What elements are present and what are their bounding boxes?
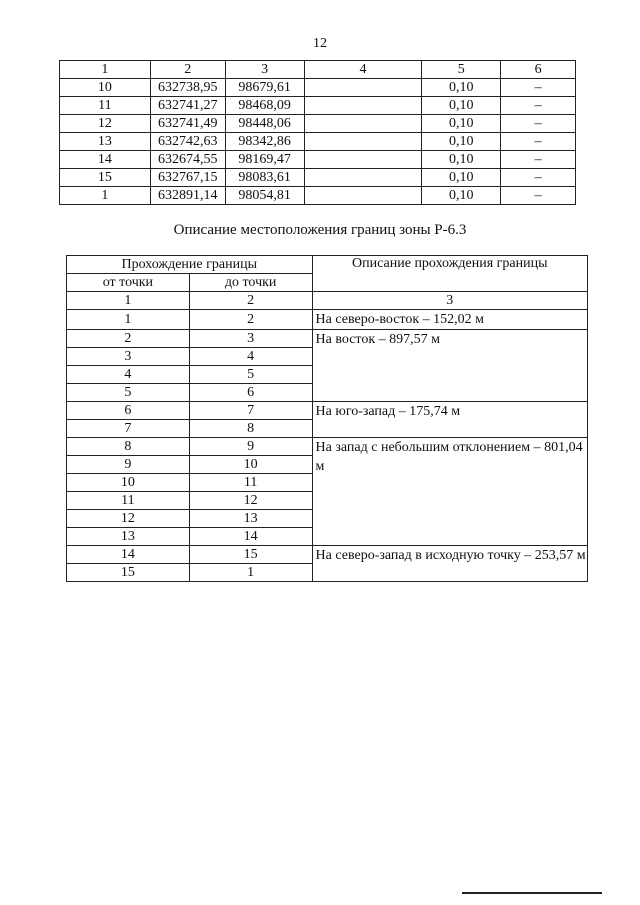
accuracy: 0,10 (422, 133, 501, 151)
from-point: 7 (67, 420, 190, 438)
coordinate-y: 98169,47 (225, 151, 304, 169)
table-row (60, 151, 576, 169)
point-number: 12 (60, 115, 151, 133)
table-row (60, 187, 576, 205)
dash-cell: – (501, 169, 576, 187)
section-title: Описание местоположения границ зоны Р-6.3 (173, 222, 467, 238)
to-point: 10 (189, 456, 312, 474)
from-point: 5 (67, 384, 190, 402)
accuracy: 0,10 (422, 151, 501, 169)
boundary-description: На северо-запад в исходную точку – 253,57 м (312, 546, 587, 582)
column-header: 3 (225, 61, 304, 79)
coordinate-x: 632891,14 (150, 187, 225, 205)
point-number: 11 (60, 97, 151, 115)
dash-cell: – (501, 151, 576, 169)
to-point: 9 (189, 438, 312, 456)
accuracy: 0,10 (422, 97, 501, 115)
from-point: 9 (67, 456, 190, 474)
coordinate-x: 632767,15 (150, 169, 225, 187)
empty-cell (304, 151, 422, 169)
table-row (60, 169, 576, 187)
to-point: 4 (189, 348, 312, 366)
from-point: 10 (67, 474, 190, 492)
empty-cell (304, 169, 422, 187)
point-number: 1 (60, 187, 151, 205)
to-point: 5 (189, 366, 312, 384)
to-point: 3 (189, 330, 312, 348)
point-number: 10 (60, 79, 151, 97)
to-point: 15 (189, 546, 312, 564)
from-point: 2 (67, 330, 190, 348)
point-number: 14 (60, 151, 151, 169)
header-from-point: от точки (67, 274, 190, 292)
table-row (67, 402, 588, 420)
column-header: 2 (150, 61, 225, 79)
header-to-point: до точки (189, 274, 312, 292)
coordinate-x: 632738,95 (150, 79, 225, 97)
to-point: 12 (189, 492, 312, 510)
empty-cell (304, 97, 422, 115)
point-number: 15 (60, 169, 151, 187)
dash-cell: – (501, 115, 576, 133)
to-point: 6 (189, 384, 312, 402)
accuracy: 0,10 (422, 115, 501, 133)
coordinates-table (59, 60, 576, 205)
from-point: 14 (67, 546, 190, 564)
page-number: 12 (313, 36, 327, 51)
to-point: 13 (189, 510, 312, 528)
coordinate-x: 632741,49 (150, 115, 225, 133)
column-header: 5 (422, 61, 501, 79)
header-passage: Прохождение границы (67, 256, 313, 274)
dash-cell: – (501, 187, 576, 205)
from-point: 12 (67, 510, 190, 528)
to-point: 2 (189, 310, 312, 330)
boundary-description: На восток – 897,57 м (312, 330, 587, 402)
coordinate-y: 98679,61 (225, 79, 304, 97)
table-row (60, 115, 576, 133)
to-point: 1 (189, 564, 312, 582)
coordinate-y: 98448,06 (225, 115, 304, 133)
accuracy: 0,10 (422, 169, 501, 187)
column-number: 3 (312, 292, 587, 310)
from-point: 6 (67, 402, 190, 420)
from-point: 3 (67, 348, 190, 366)
from-point: 13 (67, 528, 190, 546)
from-point: 15 (67, 564, 190, 582)
dash-cell: – (501, 79, 576, 97)
column-number-row (67, 292, 588, 310)
table-row (60, 79, 576, 97)
table-header-row (60, 61, 576, 79)
coordinate-y: 98342,86 (225, 133, 304, 151)
coordinate-x: 632674,55 (150, 151, 225, 169)
coordinate-y: 98468,09 (225, 97, 304, 115)
table-row (67, 438, 588, 456)
coordinate-y: 98083,61 (225, 169, 304, 187)
to-point: 14 (189, 528, 312, 546)
table-row (67, 310, 588, 330)
boundary-description: На запад с небольшим отклонением – 801,04 м (312, 438, 587, 546)
table-row (60, 97, 576, 115)
from-point: 8 (67, 438, 190, 456)
column-number: 2 (189, 292, 312, 310)
table-header-row (67, 256, 588, 274)
dash-cell: – (501, 97, 576, 115)
column-header: 1 (60, 61, 151, 79)
table-row (60, 133, 576, 151)
from-point: 11 (67, 492, 190, 510)
point-number: 13 (60, 133, 151, 151)
boundary-description: На юго-запад – 175,74 м (312, 402, 587, 438)
dash-cell: – (501, 133, 576, 151)
coordinate-x: 632741,27 (150, 97, 225, 115)
column-header: 6 (501, 61, 576, 79)
coordinate-y: 98054,81 (225, 187, 304, 205)
boundary-description: На северо-восток – 152,02 м (312, 310, 587, 330)
table-row (67, 546, 588, 564)
empty-cell (304, 79, 422, 97)
header-description: Описание прохождения границы (312, 256, 587, 292)
column-header: 4 (304, 61, 422, 79)
to-point: 7 (189, 402, 312, 420)
to-point: 11 (189, 474, 312, 492)
empty-cell (304, 133, 422, 151)
coordinate-x: 632742,63 (150, 133, 225, 151)
empty-cell (304, 115, 422, 133)
column-number: 1 (67, 292, 190, 310)
from-point: 4 (67, 366, 190, 384)
accuracy: 0,10 (422, 79, 501, 97)
to-point: 8 (189, 420, 312, 438)
signature-line (462, 892, 602, 894)
boundary-description-table (66, 255, 588, 582)
table-row (67, 330, 588, 348)
from-point: 1 (67, 310, 190, 330)
empty-cell (304, 187, 422, 205)
accuracy: 0,10 (422, 187, 501, 205)
